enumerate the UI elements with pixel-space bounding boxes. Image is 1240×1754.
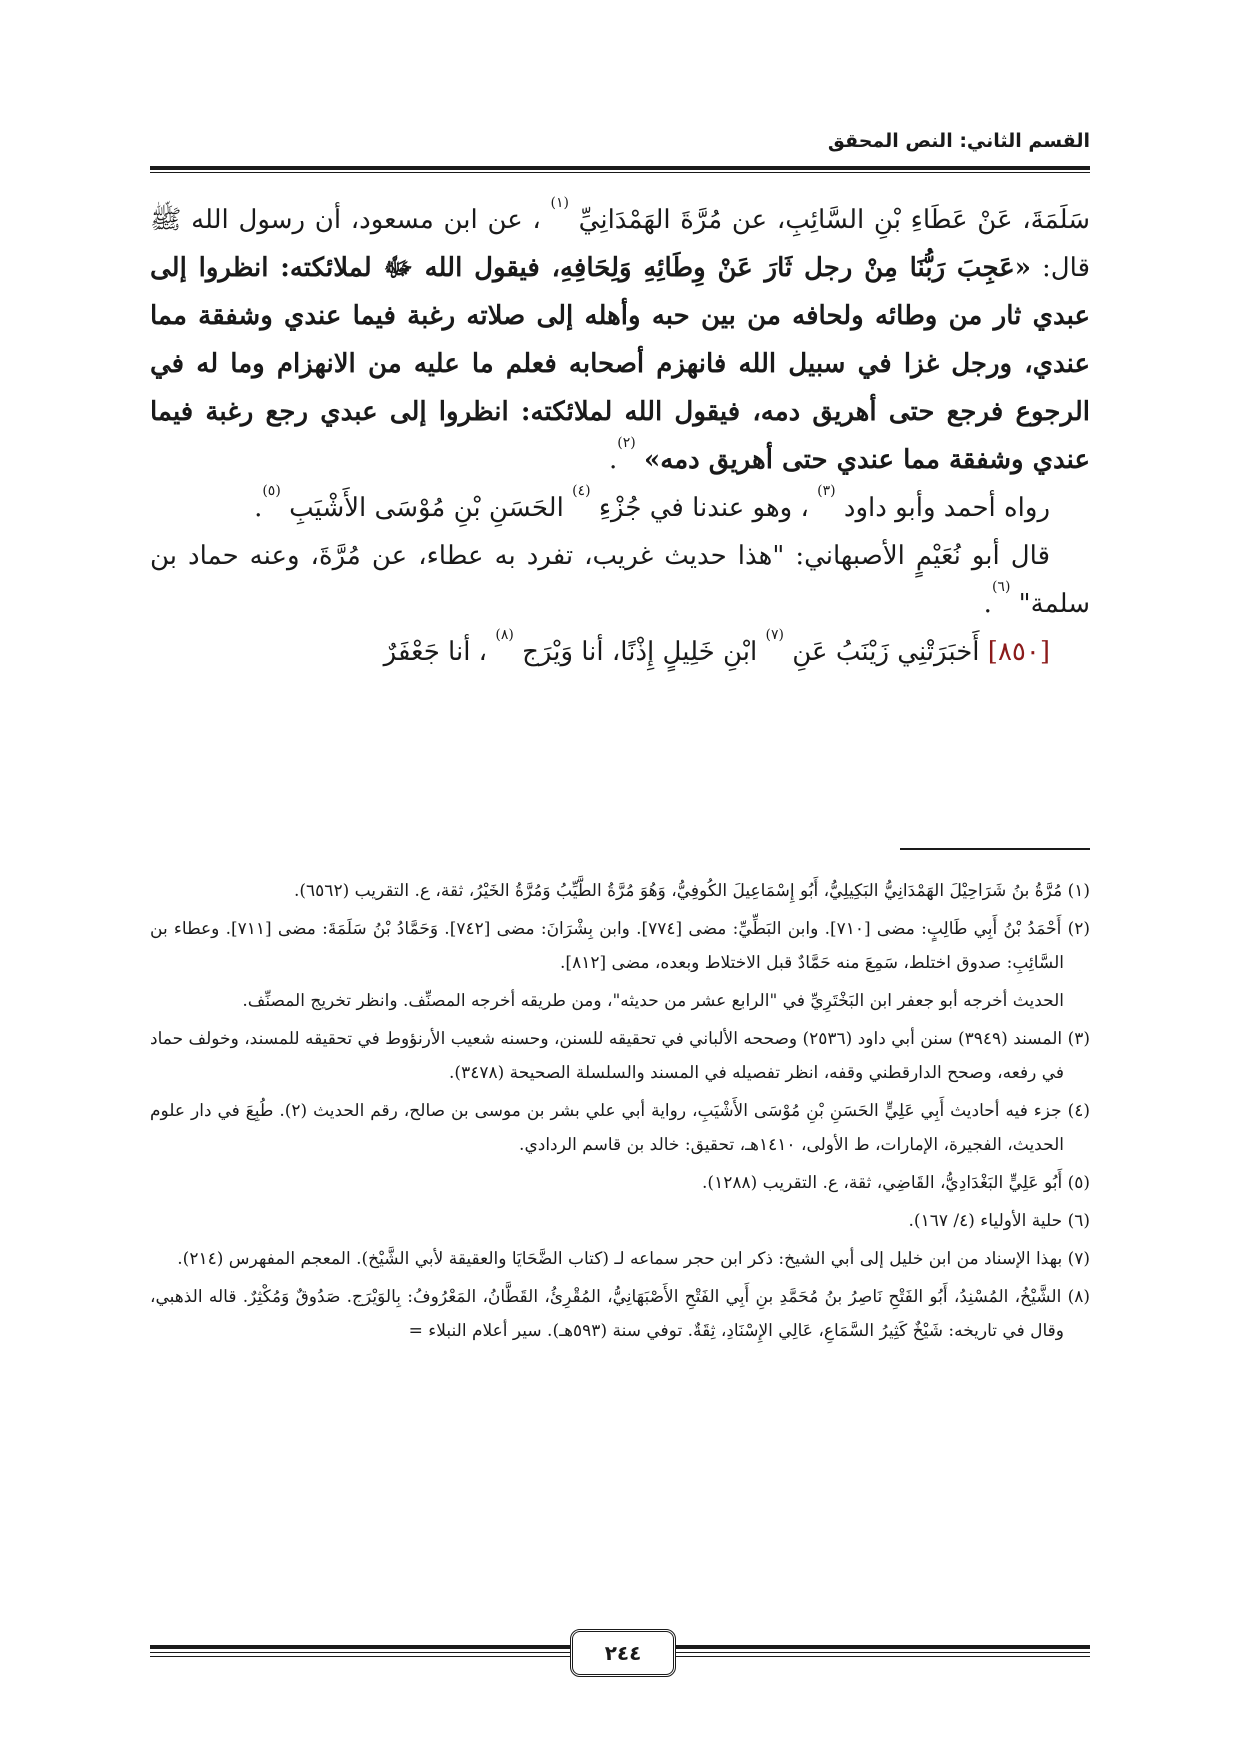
footnote-8: (٨) الشَّيْخُ، المُسْنِدُ، أَبُو الفَتْحِ نَاصِرُ بنُ مُحَمَّدِ بنِ أَبِي الفَتْحِ الأَصْبَهَانِيُّ، المُقْرِئُ، القَطَّانُ، المَعْرُوفُ: بِالوَيْرَج. صَدُوقٌ وَمُكْثِرٌ. قاله الذهبي، وقال في تاريخه: شَيْخٌ كَثِيرُ السَّمَاعِ، عَالِي الإِسْنَادِ، ثِقَةٌ. توفي سنة (٥٩٣هـ). سير أعلام النبلاء = (150, 1287, 1090, 1341)
footnotes (150, 874, 1090, 1352)
footnote-5: (٥) أَبُو عَلِيٍّ البَغْدَادِيُّ، القَاضِي، ثقة، ع. التقريب (١٢٨٨). (702, 1173, 1090, 1193)
footnote-3: (٣) المسند (٣٩٤٩) سنن أبي داود (٢٥٣٦) وصححه الألباني في تحقيقه للسنن، وحسنه شعيب الأرنؤوط في تحقيقه للمسند، وخولف حماد في رفعه، وصحح الدارقطني وقفه، انظر تفصيله في المسند والسلسلة الصحيحة (٣٤٧٨). (150, 1029, 1090, 1083)
footnote-separator (900, 848, 1090, 850)
isnad-850-text-3: ، أنا جَعْفَرٌ (383, 637, 488, 667)
takhrij-text-3: الحَسَنِ بْنِ مُوْسَى الأَشْيَبِ (289, 493, 564, 523)
header-rule-thin (150, 172, 1090, 173)
footnote-ref-6[interactable]: (٦) (991, 579, 1011, 595)
footnote-4: (٤) جزء فيه أحاديث أَبِي عَلِيٍّ الحَسَنِ بْنِ مُوْسَى الأَشْيَبِ، رواية أبي علي بشر بن موسى بن صالح، رقم الحديث (٢). طُبِعَ في دار علوم الحديث، الفجيرة، الإمارات، ط الأولى، ١٤١٠هـ، تحقيق: خالد بن قاسم الردادي. (150, 1101, 1090, 1155)
isnad-text: سَلَمَةَ، عَنْ عَطَاءِ بْنِ السَّائِبِ، عن مُرَّةَ الهَمْدَانِيِّ (578, 205, 1091, 235)
footnote-2: (٢) أَحْمَدُ بْنُ أَبِي طَالِبٍ: مضى [٧١٠]. وابن البَطِّيِّ: مضى [٧٧٤]. وابن بِشْرَانَ: مضى [٧٤٢]. وَحَمَّادُ بْنُ سَلَمَةَ: مضى [٧١١]. وعطاء بن السَّائِبِ: صدوق اختلط، سَمِعَ منه حَمَّادٌ قبل الاختلاط وبعده، مضى [٨١٢]. (150, 919, 1090, 973)
header-rule (150, 166, 1090, 170)
hadith-number: [٨٥٠] (987, 637, 1050, 667)
footnote-ref-7[interactable]: (٧) (765, 627, 784, 643)
takhrij-paragraph: رواه أحمد وأبو داود $^{(٣)}$ ، وهو عندنا في جُزْءِ $^{(٤)}$ الحَسَنِ بْنِ مُوْسَى الأَشْيَبِ $^{(٥)}$. (254, 483, 1050, 523)
main-text (150, 196, 1090, 676)
abu-nuaym-text: قال أبو نُعَيْمٍ الأصبهاني: "هذا حديث غريب، تفرد به عطاء، عن مُرَّةَ، وعنه حماد بن سلمة" (150, 541, 1090, 619)
footnote-7: (٧) بهذا الإسناد من ابن خليل إلى أبي الشيخ: ذكر ابن حجر سماعه لـ (كتاب الضَّحَايَا والعقيقة لأبي الشَّيْخ). المعجم المفهرس (٢١٤). (177, 1249, 1090, 1269)
footnote-ref-3[interactable]: (٣) (817, 483, 836, 499)
abu-nuaym-paragraph: قال أبو نُعَيْمٍ الأصبهاني: "هذا حديث غريب، تفرد به عطاء، عن مُرَّةَ، وعنه حماد بن سلمة" $^{(٦)}$. (150, 541, 1090, 619)
footnote-ref-4[interactable]: (٤) (572, 483, 591, 499)
footnote-2-continuation: الحديث أخرجه أبو جعفر ابن البَخْتَرِيِّ في "الرابع عشر من حديثه"، ومن طريقه أخرجه المصنِّف. وانظر تخريج المصنِّف. (242, 991, 1064, 1011)
isnad-850-text: أَخبَرَتْنِي زَيْنَبُ عَنِ (792, 637, 980, 667)
footnote-ref-5[interactable]: (٥) (262, 483, 281, 499)
running-header: القسم الثاني: النص المحقق (827, 130, 1090, 152)
footnote-ref-8[interactable]: (٨) (495, 627, 514, 643)
hadith-text: «عَجِبَ رَبُّنَا مِنْ رجل ثَارَ عَنْ وِطَائِهِ وَلِحَافِهِ، فيقول الله ﷻ لملائكته: انظروا إلى عبدي ثار من وطائه ولحافه من بين حبه وأهله إلى صلاته رغبة فيما عندي وشفقة مما عندي، ورجل غزا في سبيل الله فانهزم أصحابه فعلم ما عليه من الانهزام وما له في الرجوع فرجع حتى أهريق دمه، فيقول الله لملائكته: انظروا إلى عبدي رجع رغبة فيما عندي وشفقة مما عندي حتى أهريق دمه» (150, 253, 1090, 475)
takhrij-text: رواه أحمد وأبو داود (843, 493, 1050, 523)
footnote-6: (٦) حلية الأولياء (٤/ ١٦٧). (908, 1211, 1090, 1231)
hadith-paragraph: سَلَمَةَ، عَنْ عَطَاءِ بْنِ السَّائِبِ، عن مُرَّةَ الهَمْدَانِيِّ $^{(١)}$ ، عن ابن مسعود، أن رسول الله ﷺ قال: «عَجِبَ رَبُّنَا مِنْ رجل ثَارَ عَنْ وِطَائِهِ وَلِحَافِهِ، فيقول الله ﷻ لملائكته: انظروا إلى عبدي ثار من وطائه ولحافه من بين حبه وأهله إلى صلاته رغبة فيما عندي وشفقة مما عندي، ورجل غزا في سبيل الله فانهزم أصحابه فعلم ما عليه من الانهزام وما له في الرجوع فرجع حتى أهريق دمه، فيقول الله لملائكته: انظروا إلى عبدي رجع رغبة فيما عندي وشفقة مما عندي حتى أهريق دمه» $^{(٢)}$. (150, 195, 1091, 475)
footnote-ref-2[interactable]: (٢) (617, 435, 636, 451)
page-number: ٢٤٤ (570, 1629, 676, 1677)
footnote-1: (١) مُرَّةُ بنُ شَرَاحِيْلَ الهَمْدَانِيُّ البَكِيلِيُّ، أَبُو إِسْمَاعِيلَ الكُوفِيُّ، وَهُوَ مُرَّةُ الطَّيِّبُ وَمُرَّةُ الخَيْرُ، ثقة، ع. التقريب (٦٥٦٢). (294, 881, 1090, 901)
hadith-850-paragraph (150, 628, 1090, 676)
isnad-text-cont: ، عن ابن مسعود، أن رسول الله ﷺ قال: (150, 205, 1091, 283)
takhrij-text-2: ، وهو عندنا في جُزْءِ (598, 493, 809, 523)
footnote-ref-1[interactable]: (١) (550, 195, 569, 211)
isnad-850-text-2: ابْنِ خَلِيلٍ إِذْنًا، أنا وَيْرَج (522, 637, 758, 667)
